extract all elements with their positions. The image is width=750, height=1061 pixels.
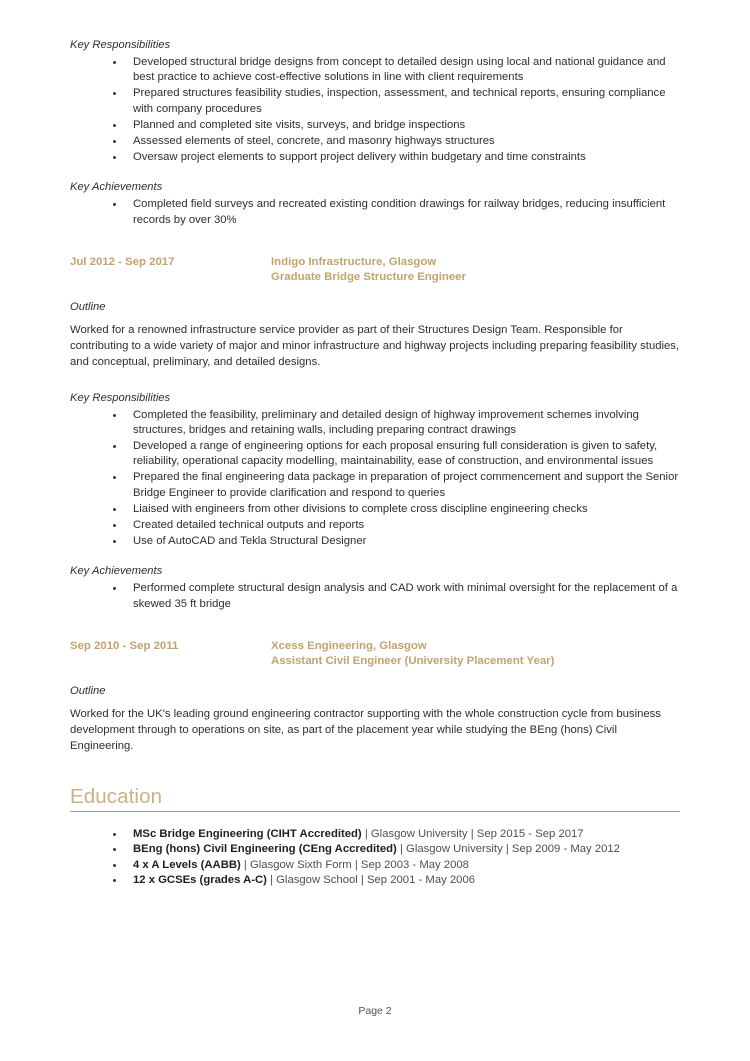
- list-item: Prepared the final engineering data package in preparation of project commencement and support the Senior Bridge Engineer to provide clarification and respond to queries: [70, 470, 680, 500]
- page-content: [70, 38, 680, 889]
- job2-outline-text: Worked for the UK's leading ground engineering contractor supporting with the whole construction cycle from business development through to operations on site, as part of the placement year while studying the BEng (hons) Civil Engineering.: [70, 708, 661, 753]
- job2-outline-block: [70, 684, 680, 755]
- job-company: Indigo Infrastructure, Glasgow: [271, 255, 437, 268]
- job1-responsibilities-label: Key Responsibilities: [70, 391, 171, 404]
- spacer: [70, 166, 680, 180]
- list-item: [70, 858, 680, 874]
- education-section: [70, 784, 680, 812]
- job0-responsibilities-label: Key Responsibilities: [70, 39, 171, 51]
- job1-outline-block: [70, 300, 680, 371]
- job1-outline-text: Worked for a renowned infrastructure service provider as part of their Structures Design Team. Responsible for contributing to a wide variety of major and minor infrastructure and highway projects including preparing feasibility studies, and conceptual, preliminary, and detailed designs.: [70, 324, 680, 369]
- job-dates: Jul 2012 - Sep 2017: [70, 255, 175, 268]
- list-item: Use of AutoCAD and Tekla Structural Designer: [70, 534, 680, 549]
- education-list: [70, 827, 680, 889]
- job-dates: Sep 2010 - Sep 2011: [70, 639, 179, 652]
- job0-responsibilities-list: [70, 55, 680, 165]
- education-qualification: 12 x GCSEs (grades A-C): [133, 874, 267, 887]
- list-item: Created detailed technical outputs and reports: [70, 518, 680, 533]
- job0-achievements-label: Key Achievements: [70, 181, 163, 194]
- list-item: Completed field surveys and recreated existing condition drawings for railway bridges, reducing insufficient records by over 30%: [70, 197, 680, 227]
- job1-responsibilities-list: [70, 408, 680, 550]
- list-item: Planned and completed site visits, surveys, and bridge inspections: [70, 118, 680, 133]
- list-item: Developed a range of engineering options for each proposal ensuring full consideration is given to safety, reliability, operational capacity modelling, maintainability, ease of construction, and environmental issues: [70, 439, 680, 469]
- list-item: [70, 827, 680, 843]
- education-details: | Glasgow University | Sep 2015 - Sep 2017: [361, 827, 584, 840]
- job-company: Xcess Engineering, Glasgow: [271, 639, 427, 652]
- spacer: [70, 755, 680, 784]
- list-item: [70, 873, 680, 889]
- job1-achievements-block: [70, 564, 680, 611]
- job-header-right: [271, 255, 680, 286]
- list-item: Assessed elements of steel, concrete, and masonry highways structures: [70, 134, 680, 149]
- job0-responsibilities-block: [70, 38, 680, 165]
- list-item: Liaised with engineers from other divisions to complete cross discipline engineering checks: [70, 502, 680, 517]
- education-details: | Glasgow Sixth Form | Sep 2003 - May 2008: [240, 858, 469, 871]
- spacer: [70, 286, 680, 300]
- education-details: | Glasgow University | Sep 2009 - May 2012: [396, 843, 620, 856]
- job1-achievements-list: [70, 581, 680, 611]
- spacer: [70, 812, 680, 827]
- education-details: | Glasgow School | Sep 2001 - May 2006: [266, 874, 476, 887]
- list-item: [70, 842, 680, 858]
- job-title: Assistant Civil Engineer (University Placement Year): [271, 655, 555, 668]
- job-header: [70, 255, 680, 286]
- spacer: [70, 229, 680, 255]
- job0-achievements-block: [70, 180, 680, 227]
- list-item: Completed the feasibility, preliminary and detailed design of highway improvement schemes involving structures, bridges and retaining walls, including preparing contract drawings: [70, 408, 680, 438]
- list-item: Oversaw project elements to support project delivery within budgetary and time constraints: [70, 150, 680, 165]
- spacer: [70, 670, 680, 684]
- page-footer: Page 2: [358, 1005, 392, 1017]
- section-title-education: Education: [70, 784, 163, 808]
- job2-outline-label: Outline: [70, 685, 106, 698]
- list-item: Prepared structures feasibility studies, inspection, assessment, and technical reports, ensuring compliance with company procedures: [70, 86, 680, 116]
- job1-outline-label: Outline: [70, 301, 106, 314]
- job-header: [70, 639, 680, 670]
- job-header-right: [271, 639, 680, 670]
- job1-achievements-label: Key Achievements: [70, 565, 163, 578]
- education-qualification: 4 x A Levels (AABB): [133, 858, 241, 871]
- education-qualification: BEng (hons) Civil Engineering (CEng Accredited): [133, 843, 397, 856]
- job0-achievements-list: [70, 197, 680, 227]
- job1-responsibilities-block: [70, 391, 680, 550]
- list-item: Performed complete structural design analysis and CAD work with minimal oversight for the replacement of a skewed 35 ft bridge: [70, 581, 680, 611]
- list-item: Developed structural bridge designs from concept to detailed design using local and national guidance and best practice to achieve cost-effective solutions in line with client requirements: [70, 55, 680, 85]
- job-title: Graduate Bridge Structure Engineer: [271, 271, 466, 284]
- education-qualification: MSc Bridge Engineering (CIHT Accredited): [133, 827, 362, 840]
- spacer: [70, 371, 680, 391]
- spacer: [70, 613, 680, 639]
- spacer: [70, 550, 680, 564]
